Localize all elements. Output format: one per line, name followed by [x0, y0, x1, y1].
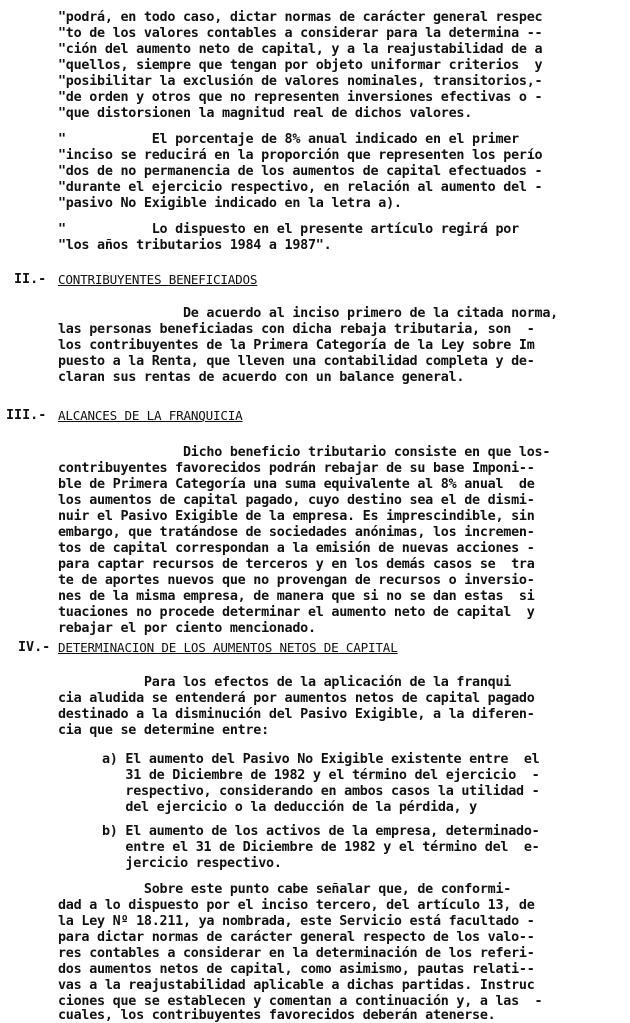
text-line: b) El aumento de los activos de la empresa, determinado-: [102, 824, 540, 839]
text-line: " Lo dispuesto en el presente artículo regirá por: [58, 222, 519, 237]
text-line: vas a la reajustabilidad aplicable a dichas partidas. Instruc: [58, 978, 535, 993]
text-line: "ción del aumento neto de capital, y a la reajustabilidad de a: [58, 42, 543, 57]
text-line: res contables a considerar en la determinación de los referi-: [58, 946, 535, 961]
section-number: IV.-: [18, 640, 51, 655]
text-line: Dicho beneficio tributario consiste en que los-: [58, 445, 551, 460]
text-line: cuales, los contribuyentes favorecidos deberán atenerse.: [58, 1008, 496, 1023]
text-line: "de orden y otros que no representen inversiones efectivas o -: [58, 90, 543, 105]
text-line: tuaciones no procede determinar el aumento neto de capital y: [58, 605, 535, 620]
text-line: a) El aumento del Pasivo No Exigible existente entre el: [102, 752, 540, 767]
text-line: 31 de Diciembre de 1982 y el término del ejercicio -: [102, 768, 540, 783]
text-line: contribuyentes favorecidos podrán rebajar de su base Imponi--: [58, 461, 535, 476]
text-line: De acuerdo al inciso primero de la citada norma,: [58, 306, 558, 321]
text-line: "durante el ejercicio respectivo, en relación al aumento del -: [58, 180, 543, 195]
text-line: te de aportes nuevos que no provengan de recursos o inversio-: [58, 573, 535, 588]
text-line: "los años tributarios 1984 a 1987".: [58, 238, 332, 253]
text-line: embargo, que tratándose de sociedades anónimas, los incremen-: [58, 525, 535, 540]
text-line: la Ley Nº 18.211, ya nombrada, este Servicio está facultado -: [58, 914, 535, 929]
section-title: DETERMINACION DE LOS AUMENTOS NETOS DE CAPITAL: [58, 640, 398, 655]
text-line: "dos de no permanencia de los aumentos de capital efectuados -: [58, 164, 543, 179]
text-line: dad a lo dispuesto por el inciso tercero, del artículo 13, de: [58, 898, 535, 913]
section-title: CONTRIBUYENTES BENEFICIADOS: [58, 272, 258, 287]
text-line: "inciso se reducirá en la proporción que representen los perío: [58, 148, 543, 163]
text-line: ciones que se establecen y comentan a continuación y, a las -: [58, 994, 543, 1009]
text-line: dos aumentos netos de capital, como asimismo, pautas relati--: [58, 962, 535, 977]
text-line: los aumentos de capital pagado, cuyo destino sea el de dismi-: [58, 493, 535, 508]
text-line: nuir el Pasivo Exigible de la empresa. Es imprescindible, sin: [58, 509, 535, 524]
text-line: para captar recursos de terceros y en los demás casos se tra: [58, 557, 535, 572]
section-title: ALCANCES DE LA FRANQUICIA: [58, 408, 243, 423]
text-line: los contribuyentes de la Primera Categoría de la Ley sobre Im: [58, 338, 535, 353]
text-line: "podrá, en todo caso, dictar normas de carácter general respec: [58, 10, 543, 25]
text-line: entre el 31 de Diciembre de 1982 y el término del e-: [102, 840, 540, 855]
text-line: " El porcentaje de 8% anual indicado en el primer: [58, 132, 519, 147]
text-line: Para los efectos de la aplicación de la franqui: [58, 675, 512, 690]
text-line: nes de la misma empresa, de manera que si no se dan estas si: [58, 589, 535, 604]
text-line: "pasivo No Exigible indicado en la letra a).: [58, 196, 402, 211]
section-number: II.-: [14, 272, 47, 287]
text-line: las personas beneficiadas con dicha rebaja tributaria, son -: [58, 322, 535, 337]
text-line: "to de los valores contables a considerar para la determina --: [58, 26, 543, 41]
section-number: III.-: [6, 408, 47, 423]
text-line: rebajar el por ciento mencionado.: [58, 621, 316, 636]
text-line: Sobre este punto cabe señalar que, de conformi-: [58, 882, 512, 897]
text-line: puesto a la Renta, que lleven una contabilidad completa y de-: [58, 354, 535, 369]
text-line: cia que se determine entre:: [58, 723, 269, 738]
text-line: para dictar normas de carácter general respecto de los valo--: [58, 930, 535, 945]
text-line: destinado a la disminución del Pasivo Exigible, a la diferen-: [58, 707, 535, 722]
text-line: respectivo, considerando en ambos casos la utilidad -: [102, 784, 540, 799]
text-line: ble de Primera Categoría una suma equivalente al 8% anual de: [58, 477, 535, 492]
text-line: "posibilitar la exclusión de valores nominales, transitorios,-: [58, 74, 543, 89]
text-line: "que distorsionen la magnitud real de dichos valores.: [58, 106, 473, 121]
text-line: del ejercicio o la deducción de la pérdida, y: [102, 800, 477, 815]
text-line: tos de capital correspondan a la emisión de nuevas acciones -: [58, 541, 535, 556]
text-line: claran sus rentas de acuerdo con un balance general.: [58, 370, 465, 385]
text-line: cia aludida se entenderá por aumentos netos de capital pagado: [58, 691, 535, 706]
text-line: "quellos, siempre que tengan por objeto uniformar criterios y: [58, 58, 543, 73]
text-line: jercicio respectivo.: [102, 856, 282, 871]
